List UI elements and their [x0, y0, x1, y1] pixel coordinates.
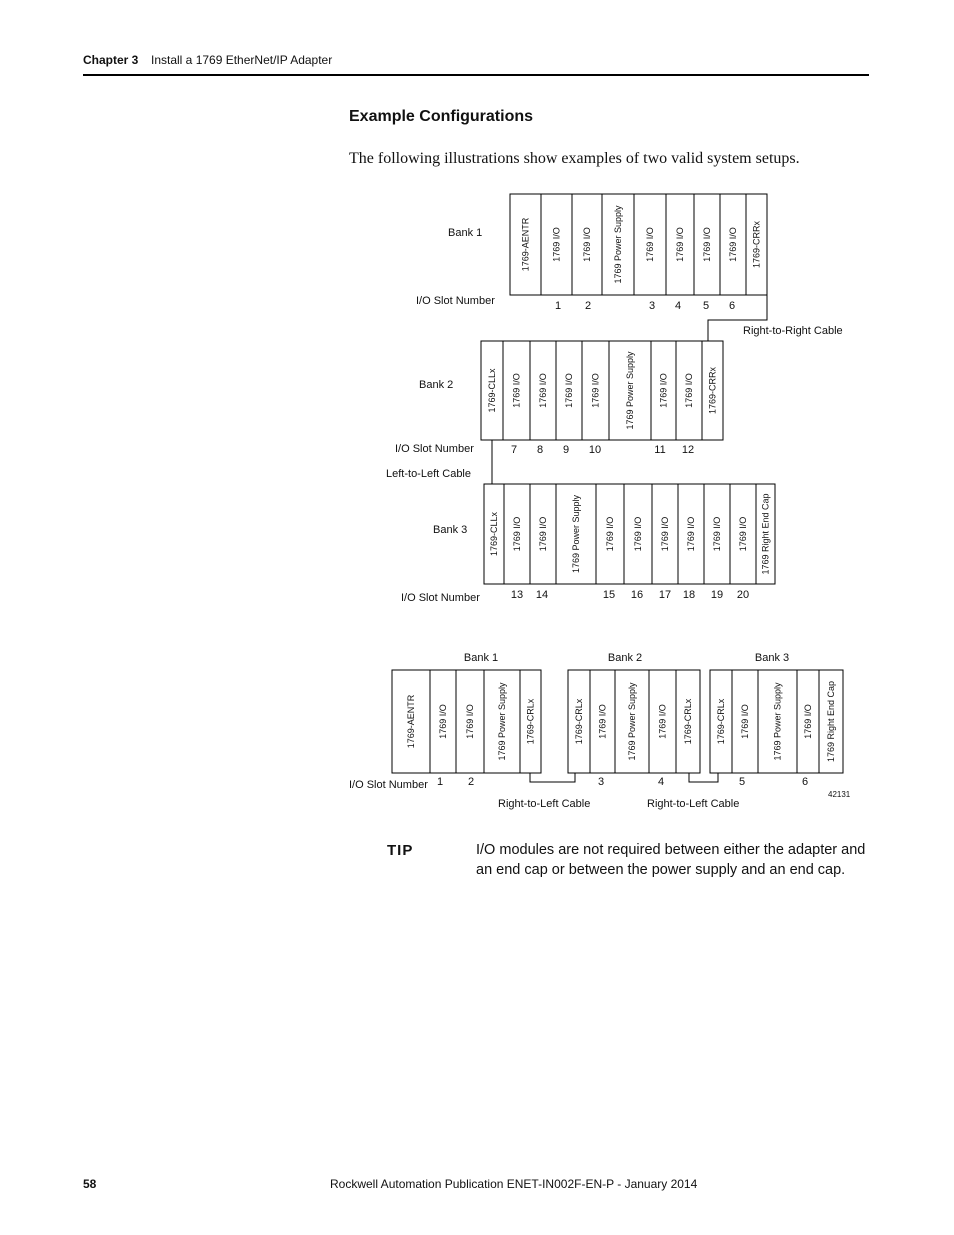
module-label: 1769 I/O [686, 516, 696, 552]
module-label: 1769-CRLx [716, 698, 726, 745]
slot-number: 7 [510, 444, 518, 456]
bank-label: Bank 2 [607, 652, 643, 664]
section-title: Example Configurations [349, 108, 534, 125]
module-label: 1769 I/O [538, 516, 548, 552]
module-label: 1769 I/O [803, 704, 813, 739]
slot-number: 15 [602, 589, 616, 601]
module-label: 1769 I/O [512, 516, 522, 552]
slot-number: 9 [562, 444, 570, 456]
tip-label: TIP [387, 842, 414, 859]
slot-number: 6 [801, 776, 809, 788]
module-label: 1769 I/O [538, 373, 548, 408]
slot-number: 19 [710, 589, 724, 601]
module-label: 1769 I/O [597, 704, 608, 739]
slot-number: 3 [597, 776, 605, 788]
slot-number: 5 [738, 776, 746, 788]
slot-number: 1 [436, 776, 444, 788]
module-label: 1769-AENTR [406, 694, 416, 749]
slot-number: 16 [630, 589, 644, 601]
bank-label: Bank 3 [433, 524, 468, 536]
cable-label: Right-to-Left Cable [498, 798, 591, 810]
slot-number: 4 [674, 300, 682, 312]
bank-label: Bank 2 [419, 379, 454, 391]
slot-number: 8 [536, 444, 544, 456]
bank-outline [484, 484, 775, 584]
chapter-label: Chapter 3 [83, 53, 139, 67]
module-label: 1769 Right End Cap [760, 493, 771, 575]
figure-id: 42131 [828, 790, 851, 799]
module-label: 1769 I/O [702, 227, 712, 262]
slot-number: 18 [682, 589, 696, 601]
module-label: 1769 I/O [657, 704, 668, 739]
module-label: 1769 I/O [582, 227, 592, 262]
slot-number: 5 [702, 300, 710, 312]
module-label: 1769-AENTR [520, 217, 531, 272]
bank-label: Bank 1 [448, 227, 483, 239]
slot-number: 1 [554, 300, 562, 312]
slot-number: 2 [467, 776, 475, 788]
cable-label: Right-to-Left Cable [647, 798, 740, 810]
module-label: 1769 I/O [551, 227, 562, 262]
module-label: 1769 I/O [740, 704, 750, 739]
module-label: 1769 Power Supply [772, 682, 783, 761]
module-label: 1769 I/O [684, 373, 694, 408]
module-label: 1769 Power Supply [497, 682, 507, 761]
slot-number-label: I/O Slot Number [416, 295, 495, 307]
chapter-title: Install a 1769 EtherNet/IP Adapter [151, 53, 333, 67]
cable-label: Right-to-Right Cable [743, 325, 843, 337]
module-label: 1769 Power Supply [571, 494, 581, 574]
module-label: 1769-CRLx [525, 698, 536, 745]
module-label: 1769 I/O [712, 516, 722, 552]
page-number: 58 [83, 1177, 97, 1191]
module-label: 1769 I/O [511, 373, 522, 408]
module-label: 1769-CRLx [574, 698, 584, 745]
right-to-left-cable [689, 773, 718, 782]
bank-label: Bank 1 [463, 652, 499, 664]
module-label: 1769 I/O [633, 516, 643, 552]
module-label: 1769-CRLx [683, 698, 693, 745]
slot-number: 11 [654, 444, 666, 456]
slot-number-label: I/O Slot Number [349, 779, 428, 791]
module-label: 1769 I/O [465, 704, 475, 739]
slot-number: 4 [657, 776, 665, 788]
slot-number-label: I/O Slot Number [395, 443, 474, 455]
module-label: 1769 I/O [564, 373, 574, 408]
module-label: 1769 I/O [645, 227, 655, 262]
slot-number: 3 [648, 300, 656, 312]
slot-number: 6 [728, 300, 736, 312]
slot-number: 10 [588, 444, 602, 456]
module-label: 1769 Power Supply [627, 682, 637, 761]
module-label: 1769 Right End Cap [826, 680, 836, 763]
publication-info: Rockwell Automation Publication ENET-IN002F-EN-P - January 2014 [330, 1177, 698, 1191]
slot-number: 2 [584, 300, 592, 312]
module-label: 1769 Power Supply [625, 351, 635, 430]
module-label: 1769 I/O [728, 227, 738, 262]
slot-number: 20 [736, 589, 750, 601]
slot-number-label: I/O Slot Number [401, 592, 480, 604]
module-label: 1769-CLLx [489, 511, 499, 557]
cable-label: Left-to-Left Cable [386, 468, 471, 480]
module-label: 1769 I/O [605, 516, 615, 552]
intro-paragraph: The following illustrations show examples of two valid system setups. [349, 150, 800, 167]
slot-number: 12 [681, 444, 695, 456]
module-label: 1769 I/O [658, 373, 669, 408]
module-label: 1769 I/O [590, 373, 601, 408]
module-label: 1769 I/O [438, 704, 448, 739]
right-to-left-cable [530, 773, 575, 782]
slot-number: 14 [535, 589, 549, 601]
module-label: 1769-CRRx [707, 366, 718, 415]
bank-label: Bank 3 [754, 652, 790, 664]
slot-number: 17 [658, 589, 672, 601]
module-label: 1769 I/O [675, 227, 685, 262]
module-label: 1769-CRRx [751, 220, 762, 269]
slot-number: 13 [510, 589, 524, 601]
tip-text: I/O modules are not required between either the adapter and an end cap or between the power supply and an end cap. [476, 842, 866, 878]
module-label: 1769 Power Supply [613, 205, 623, 284]
module-label: 1769-CLLx [487, 368, 497, 413]
module-label: 1769 I/O [660, 516, 670, 552]
module-label: 1769 I/O [738, 516, 748, 552]
